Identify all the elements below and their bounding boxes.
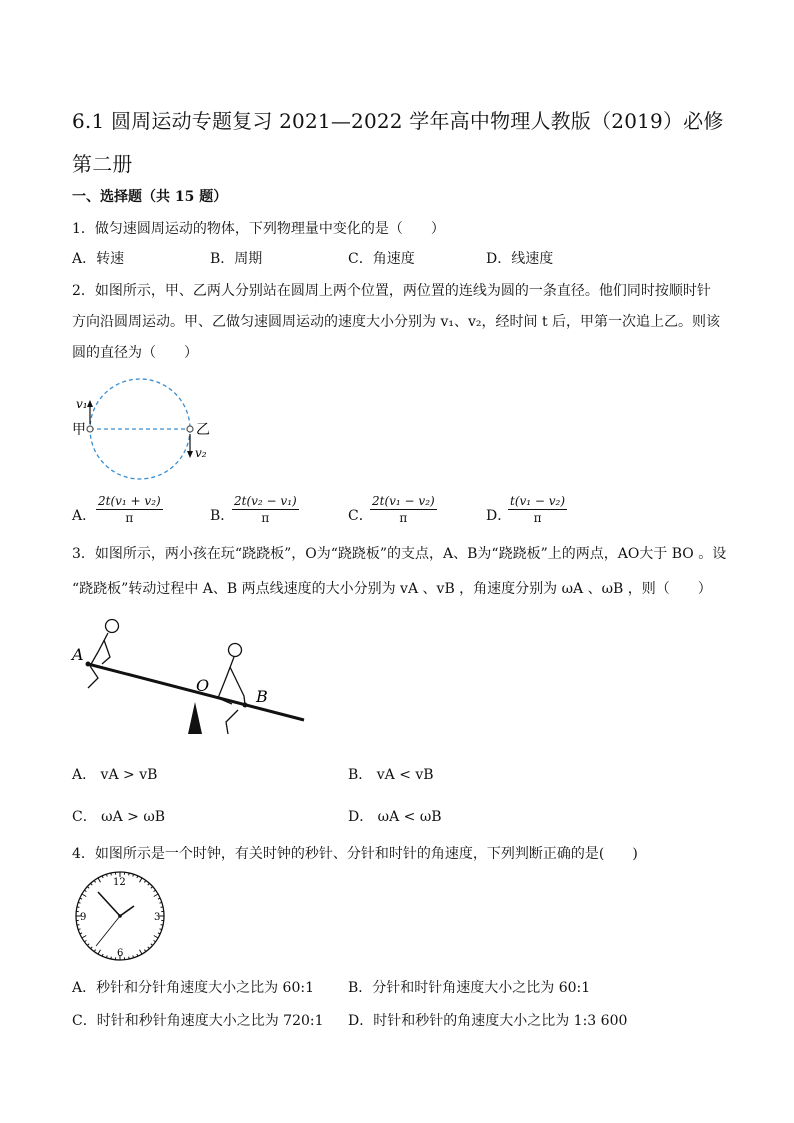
seesaw-fulcrum — [188, 702, 202, 734]
clock-tick — [151, 887, 153, 889]
label-v2: v₂ — [195, 446, 207, 460]
clock-tick — [144, 950, 145, 952]
clock-tick — [140, 878, 143, 882]
hour-hand — [98, 892, 120, 916]
clock-tick — [154, 890, 156, 891]
question-2-option-d-fraction — [508, 494, 567, 525]
fraction-numerator: 2t(v₁ + v₂) — [98, 494, 161, 508]
clock-tick — [102, 876, 103, 878]
clock-tick — [129, 873, 130, 875]
clock-tick — [161, 907, 163, 908]
question-4-stem: 4．如图所示是一个时钟，有关时钟的秒针、分针和时针的角速度，下列判断正确的是( ) — [72, 846, 638, 862]
child-b-arm — [230, 667, 245, 705]
fraction-denominator: π — [399, 511, 408, 525]
label-jia: 甲 — [72, 422, 86, 438]
question-1-option-a: A．转速 — [72, 251, 125, 267]
clock-tick — [154, 940, 156, 941]
question-1-option-d: D．线速度 — [486, 251, 554, 267]
label-yi: 乙 — [196, 422, 210, 438]
fraction-denominator: π — [533, 511, 542, 525]
clock-tick — [94, 950, 95, 952]
label-a: A — [72, 645, 84, 664]
minute-hand — [120, 906, 134, 916]
question-3-option-a: A． vA > vB — [72, 767, 158, 783]
clock-tick — [98, 950, 101, 954]
question-3-option-b: B． vA < vB — [348, 767, 434, 783]
child-a-arm — [102, 640, 110, 664]
clock-tick — [137, 876, 138, 878]
child-b-leg — [226, 710, 238, 734]
clock-tick — [94, 880, 95, 882]
clock-tick — [91, 883, 93, 885]
label-v1: v₁ — [76, 397, 88, 411]
clock-tick — [129, 957, 130, 959]
question-2-option-d-label: D． — [486, 508, 512, 524]
clock-tick — [84, 940, 86, 941]
clock-tick — [111, 873, 112, 875]
clock-tick — [102, 954, 103, 956]
question-2-option-b-fraction — [232, 494, 299, 525]
clock-tick — [91, 947, 93, 949]
question-2-option-b-label: B． — [210, 508, 235, 524]
clock-tick — [151, 944, 153, 946]
child-b-head — [229, 644, 242, 657]
clock-tick — [140, 950, 143, 954]
clock-number-12: 12 — [113, 877, 126, 888]
fraction-numerator: 2t(v₂ − v₁) — [234, 494, 297, 508]
question-4-option-d: D．时针和秒针的角速度大小之比为 1:3 600 — [348, 1013, 628, 1029]
clock-tick — [158, 933, 160, 934]
question-2-option-c-fraction — [370, 494, 437, 525]
second-hand — [96, 916, 120, 946]
clock-tick — [87, 887, 89, 889]
child-a-head — [106, 620, 119, 633]
label-o: O — [196, 676, 210, 695]
clock-tick — [111, 957, 112, 959]
question-4-clock-figure — [72, 870, 168, 962]
question-1-stem: 1．做匀速圆周运动的物体，下列物理量中变化的是（ ） — [72, 221, 445, 237]
fraction-numerator: t(v₁ − v₂) — [510, 494, 566, 508]
clock-tick — [82, 894, 86, 897]
clock-center — [118, 914, 122, 918]
clock-tick — [77, 925, 79, 926]
point-jia — [87, 426, 93, 432]
point-b-dot — [243, 703, 248, 708]
question-3-line2: “跷跷板”转动过程中 A、B 两点线速度的大小分别为 vA 、vB ，角速度分别为 ωA 、ωB ，则（ ） — [72, 581, 712, 597]
point-a-dot — [86, 662, 91, 667]
question-2-line3: 圆的直径为（ ） — [72, 345, 198, 361]
clock-tick — [84, 890, 86, 891]
v2-arrowhead — [187, 451, 193, 458]
clock-tick — [161, 925, 163, 926]
document-title-line2: 第二册 — [72, 152, 133, 176]
clock-tick — [137, 954, 138, 956]
fraction-numerator: 2t(v₁ − v₂) — [372, 494, 435, 508]
question-2-line1: 2．如图所示，甲、乙两人分别站在圆周上两个位置，两位置的连线为圆的一条直径。他们同时按顺时针 — [72, 283, 711, 299]
question-4-option-b: B．分针和时针角速度大小之比为 60:1 — [348, 980, 591, 996]
question-2-option-c-label: C． — [348, 508, 373, 524]
question-4-option-a: A．秒针和分针角速度大小之比为 60:1 — [72, 980, 314, 996]
clock-tick — [77, 907, 79, 908]
clock-number-6: 6 — [117, 948, 124, 959]
clock-tick — [80, 933, 82, 934]
question-4-option-c: C．时针和秒针角速度大小之比为 720:1 — [72, 1013, 324, 1029]
question-3-seesaw-figure — [68, 612, 318, 738]
question-2-circle-figure — [68, 374, 228, 488]
clock-number-9: 9 — [80, 912, 87, 923]
question-1-option-b: B．周期 — [210, 251, 263, 267]
clock-tick — [148, 947, 150, 949]
clock-number-3: 3 — [154, 912, 161, 923]
question-2-option-a-label: A． — [72, 508, 97, 524]
fraction-denominator: π — [125, 511, 134, 525]
clock-tick — [144, 880, 145, 882]
clock-tick — [82, 936, 86, 939]
clock-tick — [154, 894, 158, 897]
question-3-option-d: D． ωA < ωB — [348, 809, 442, 825]
clock-tick — [80, 898, 82, 899]
clock-tick — [154, 936, 158, 939]
clock-tick — [148, 883, 150, 885]
document-title-line1: 6.1 圆周运动专题复习 2021—2022 学年高中物理人教版（2019）必修 — [72, 109, 724, 133]
child-a-leg — [88, 666, 98, 688]
v1-arrowhead — [87, 400, 93, 407]
question-1-option-c: C．角速度 — [348, 251, 415, 267]
question-3-option-c: C． ωA > ωB — [72, 809, 166, 825]
point-yi — [187, 426, 193, 432]
clock-tick — [87, 944, 89, 946]
question-3-line1: 3．如图所示，两小孩在玩“跷跷板”，O为“跷跷板”的支点，A、B为“跷跷板”上的两点，AO大于 BO 。设 — [72, 546, 727, 562]
label-b: B — [256, 687, 268, 706]
clock-tick — [98, 878, 101, 882]
section-heading: 一、选择题（共 15 题） — [72, 189, 228, 205]
clock-tick — [158, 898, 160, 899]
question-2-line2: 方向沿圆周运动。甲、乙做匀速圆周运动的速度大小分别为 v₁、v₂，经时间 t 后，甲第一次追上乙。则该 — [72, 314, 721, 330]
fraction-denominator: π — [261, 511, 270, 525]
question-2-option-a-fraction — [96, 494, 163, 525]
